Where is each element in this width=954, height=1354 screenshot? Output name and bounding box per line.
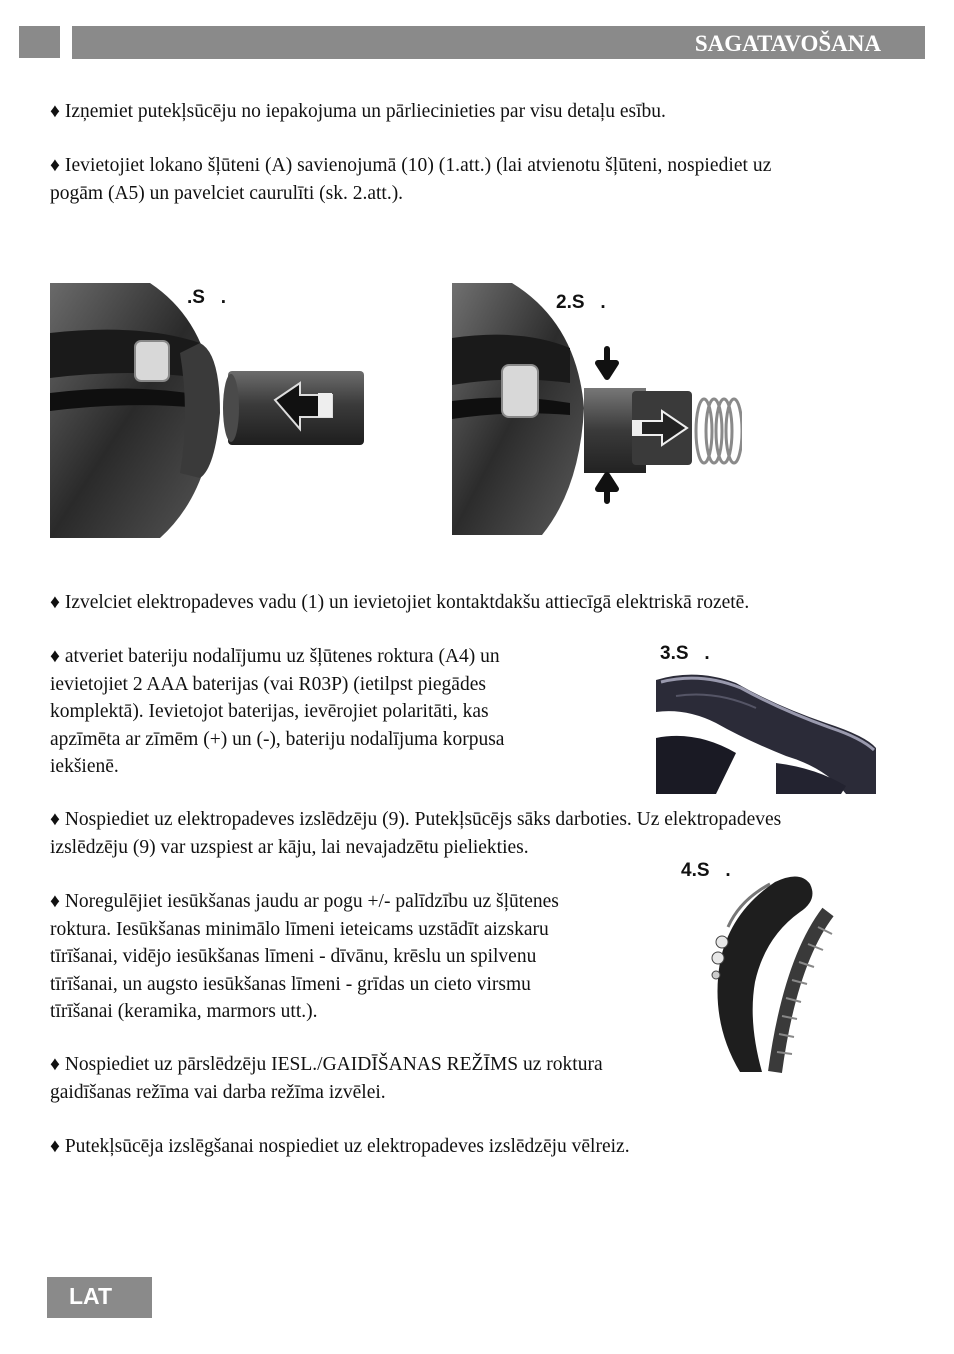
text-line: izslēdzēju (9) var uzspiest ar kāju, lai nevajadzētu pieliekties. <box>50 836 529 858</box>
header-bar <box>72 26 925 59</box>
text-line: ♦ Noregulējiet iesūkšanas jaudu ar pogu +/- palīdzību uz šļūtenes <box>50 891 559 912</box>
figure-1 <box>50 283 365 538</box>
text-line: ♦ Putekļsūcēja izslēgšanai nospiediet uz elektropadeves izslēdzēju vēlreiz. <box>50 1136 630 1157</box>
figure-2-label: 2.S . <box>556 292 606 313</box>
figure-4-label: 4.S . <box>681 860 731 881</box>
figure-3 <box>656 668 876 794</box>
paragraph-power-switch <box>50 806 781 861</box>
text-line: komplektā). Ievietojot baterijas, ievērojiet polaritāti, kas <box>50 701 489 722</box>
header-left-block <box>19 26 60 58</box>
figure-3-label: 3.S . <box>660 643 710 664</box>
text-line: tīrīšanai, un augsto iesūkšanas līmeni - grīdas un cieto virsmu <box>50 973 531 995</box>
page-title: SAGATAVOŠANA <box>694 31 881 56</box>
figure-2 <box>452 283 742 535</box>
figure-1-label: .S . <box>187 287 227 308</box>
paragraph-hose-insert <box>50 152 892 207</box>
paragraph-switch-off <box>50 1133 630 1161</box>
text-line: gaidīšanas režīma vai darba režīma izvēlei. <box>50 1081 386 1103</box>
text-line: ♦ Nospiediet uz pārslēdzēju IESL./GAIDĪŠANAS REŽĪMS uz roktura <box>50 1054 603 1075</box>
paragraph-batteries <box>50 643 504 781</box>
text-line: tīrīšanai, vidējo iesūkšanas līmeni - dīvānu, krēslu un spilvenu <box>50 946 537 967</box>
figure-3-image <box>656 668 876 794</box>
figure-2-image <box>452 283 742 535</box>
paragraph-suction-power <box>50 888 559 1026</box>
text-line: ♦ Izvelciet elektropadeves vadu (1) un ievietojiet kontaktdakšu attiecīgā elektriskā rozetē. <box>50 592 750 613</box>
text-line: ievietojiet 2 AAA baterijas (vai R03P) (ietilpst piegādes <box>50 673 486 695</box>
text-line: pogām (A5) un pavelciet caurulīti (sk. 2.att.). <box>50 182 404 204</box>
paragraph-standby-mode <box>50 1051 603 1106</box>
language-label: LAT <box>69 1283 113 1309</box>
text-line: ♦ Ievietojiet lokano šļūteni (A) savienojumā (10) (1.att.) (lai atvienotu šļūteni, nospiediet uz <box>50 155 772 176</box>
language-badge <box>47 1277 152 1318</box>
text-line: tīrīšanai (keramika, marmors utt.). <box>50 1001 318 1022</box>
paragraph-power-cord <box>50 589 749 617</box>
text-line: ♦ Nospiediet uz elektropadeves izslēdzēju (9). Putekļsūcējs sāks darboties. Uz elektropadeves <box>50 809 782 830</box>
paragraph-unpack <box>50 98 666 126</box>
text-line: ♦ Izņemiet putekļsūcēju no iepakojuma un pārliecinieties par visu detaļu esību. <box>50 101 666 122</box>
figure-1-image <box>50 283 365 538</box>
text-line: iekšienē. <box>50 756 119 777</box>
text-line: apzīmēta ar zīmēm (+) un (-), bateriju nodalījuma korpusa <box>50 728 505 750</box>
text-line: roktura. Iesūkšanas minimālo līmeni ieteicams uzstādīt aizskaru <box>50 918 549 940</box>
figure-4-image <box>700 872 840 1077</box>
text-line: ♦ atveriet bateriju nodalījumu uz šļūtenes roktura (A4) un <box>50 646 500 667</box>
figure-4 <box>700 872 840 1077</box>
